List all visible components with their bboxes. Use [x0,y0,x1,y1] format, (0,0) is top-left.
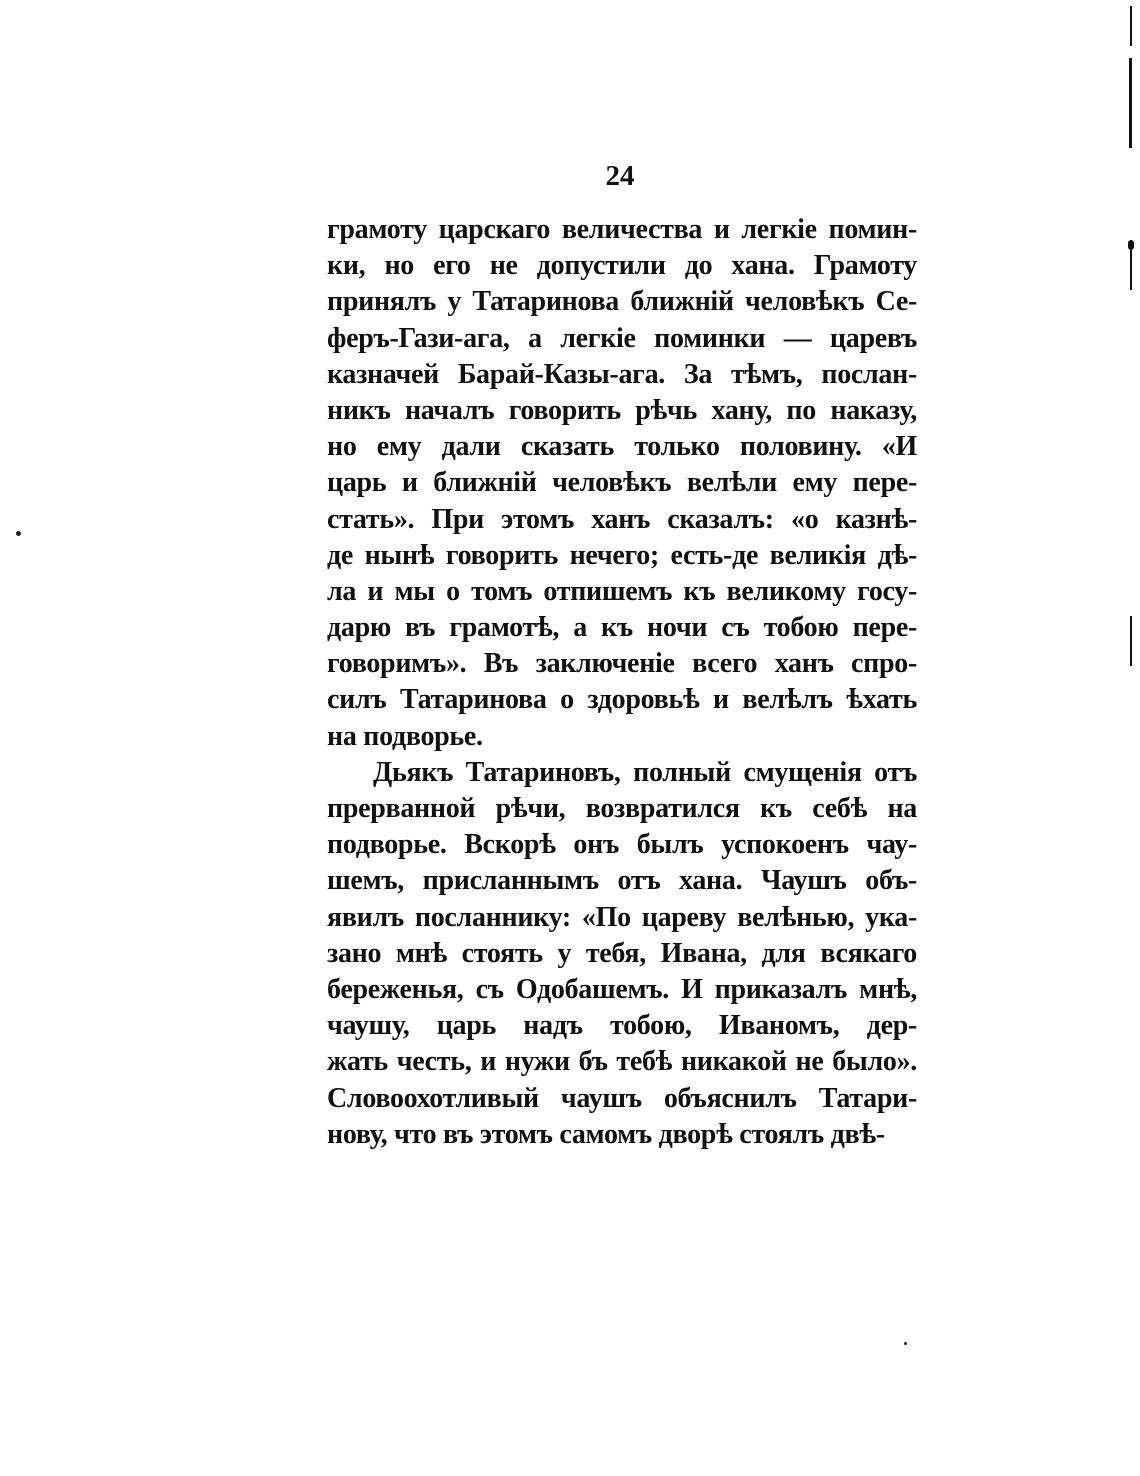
text-line: явилъ посланнику: «По цареву велѣнью, ука- [327,901,917,933]
text-line: ла и мы о томъ отпишемъ къ великому госу- [327,575,917,607]
text-line: жать честь, и нужи бъ тебѣ никакой не было». [327,1046,917,1078]
text-line: говоримъ». Въ заключеніе всего ханъ спро- [327,648,917,680]
text-line: шемъ, присланнымъ отъ хана. Чаушъ объ- [327,865,917,897]
text-line: де нынѣ говорить нечего; есть-де великія дѣ- [327,539,917,571]
page-number: 24 [605,160,635,192]
text-line: ки, но его не допустили до хана. Грамоту [327,250,917,282]
text-line: казначей Барай-Казы-ага. За тѣмъ, послан- [327,358,917,390]
body-text [327,212,917,1153]
scan-speck [904,1342,907,1345]
text-line: береженья, съ Одобашемъ. И приказалъ мнѣ, [327,973,917,1005]
text-line: чаушу, царь надъ тобою, Иваномъ, дер- [327,1010,917,1042]
text-line: грамоту царскаго величества и легкіе помин- [327,214,917,245]
text-line: на подворье. [327,720,483,752]
text-line: нову, что въ этомъ самомъ дворѣ стоялъ двѣ- [327,1118,885,1150]
text-line: но ему дали сказать только половину. «И [327,431,917,463]
text-line: прерванной рѣчи, возвратился къ себѣ на [327,793,917,824]
text-line: стать». При этомъ ханъ сказалъ: «о казнѣ- [327,503,917,535]
text-line: принялъ у Татаринова ближній человѣкъ Се- [327,286,917,318]
text-line: Словоохотливый чаушъ объяснилъ Татари- [327,1082,917,1114]
text-line: дарю въ грамотѣ, а къ ночи съ тобою пере- [327,612,917,644]
scan-edge-artifact [1128,0,1140,1476]
text-line: силъ Татаринова о здоровьѣ и велѣлъ ѣхать [327,684,917,716]
text-line: подворье. Вскорѣ онъ былъ успокоенъ чау- [327,829,917,861]
text-line: царь и ближній человѣкъ велѣли ему пере- [327,467,917,499]
text-line: Дьякъ Татариновъ, полный смущенія отъ [373,756,917,788]
paragraph-2 [327,755,917,1153]
text-line: зано мнѣ стоять у тебя, Ивана, для всякаго [327,937,917,969]
text-line: никъ началъ говорить рѣчь хану, по наказу, [327,394,917,426]
paragraph-1 [327,212,917,755]
scan-speck [16,531,21,536]
text-line: феръ-Гази-ага, а легкіе поминки — царевъ [327,322,917,354]
